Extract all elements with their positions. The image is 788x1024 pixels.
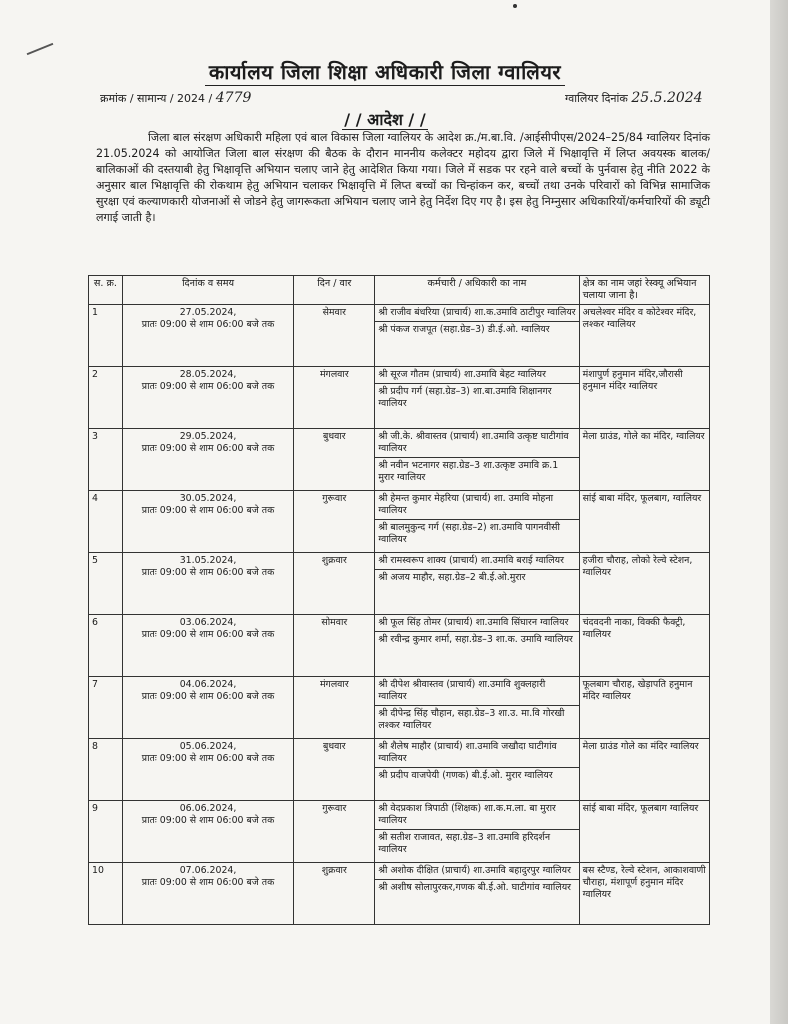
cell-date: 27.05.2024,: [179, 307, 237, 318]
cell-datetime: [122, 863, 293, 925]
table-row: [89, 801, 710, 863]
order-heading: / / आदेश / /: [344, 110, 426, 129]
cell-time: प्रातः 09:00 से शाम 06:00 बजे तक: [141, 443, 275, 454]
cell-date: 30.05.2024,: [179, 493, 237, 504]
order-date: ग्वालियर दिनांक 25.5.2024: [565, 90, 703, 106]
cell-area: अचलेश्वर मंदिर व कोटेश्वर मंदिर, लश्कर ग्वालियर: [579, 305, 709, 367]
cell-datetime: [122, 491, 293, 553]
officer-secondary: श्री पंकज राजपूत (सहा.ग्रेड–3) डी.ई.ओ. ग्वालियर: [375, 321, 578, 338]
intro-paragraph: जिला बाल संरक्षण अधिकारी महिला एवं बाल विकास जिला ग्वालियर के आदेश क्र./म.बा.वि. /आईसीपीएस/2024–25/84 ग्वालियर दिनांक 21.05.2024 को आयोजित जिला बाल संरक्षण की बैठक के दौरान माननीय कलेक्टर महोदय द्वारा जिले में भिक्षावृत्ति में लिप्त अवयस्क बालक/बालिकाओं की दस्तयाबी हेतु भिक्षावृत्ति अभियान चलाए जाने हेतु आदेशित किया गया। जिले में सडक पर रहने वाले बच्चों के पुर्नवास हेतु नीति 2022 के अनुसार बाल भिक्षावृत्ति की रोकथाम हेतु अभियान चलाकर भिक्षावृत्ति में लिप्त बच्चों का चिन्हांकन कर, बच्चों तथा उनके परिवारों को विभिन्न सामाजिक सुरक्षा एवं कल्याणकारी योजनाओं से जोडने हेतु जागरूकता अभियान चलाए जाने हेतु निर्देश दिए गए है। इस हेतु निम्नुसार अधिकारियों/कर्मचारियों की ड्यूटी लगाई जाती है।: [96, 131, 710, 224]
handwritten-date: 25.5.2024: [631, 90, 703, 106]
cell-datetime: [122, 429, 293, 491]
cell-sno: 6: [89, 615, 123, 677]
cell-time: प्रातः 09:00 से शाम 06:00 बजे तक: [141, 691, 275, 702]
cell-day: बुधवार: [294, 739, 375, 801]
cell-date: 03.06.2024,: [179, 617, 237, 628]
cell-date: 06.06.2024,: [179, 803, 237, 814]
cell-area: सांई बाबा मंदिर, फूलबाग, ग्वालियर: [579, 491, 709, 553]
cell-time: प्रातः 09:00 से शाम 06:00 बजे तक: [141, 629, 275, 640]
cell-area: बस स्टैण्ड, रेल्वे स्टेशन, आकाशवाणी चौराहा, मंशापूर्ण हनुमान मंदिर ग्वालियर: [579, 863, 709, 925]
cell-sno: 8: [89, 739, 123, 801]
cell-time: प्रातः 09:00 से शाम 06:00 बजे तक: [141, 505, 275, 516]
office-title: कार्यालय जिला शिक्षा अधिकारी जिला ग्वालियर: [0, 58, 770, 85]
cell-datetime: [122, 615, 293, 677]
cell-day: गुरूवार: [294, 801, 375, 863]
officer-primary: श्री फूल सिंह तोमर (प्राचार्य) शा.उमावि सिंघारन ग्वालियर: [378, 617, 569, 628]
officer-secondary: श्री प्रदीप वाजपेयी (गणक) बी.ई.ओ. मुरार ग्वालियर: [375, 767, 578, 784]
cell-date: 29.05.2024,: [179, 431, 237, 442]
cell-datetime: [122, 553, 293, 615]
officer-secondary: श्री नवीन भटनागर सहा.ग्रेड–3 शा.उत्कृष्ट उमावि क्र.1 मुरार ग्वालियर: [375, 457, 578, 486]
officer-primary: श्री दीपेश श्रीवास्तव (प्राचार्य) शा.उमावि शुक्लहारी ग्वालियर: [378, 679, 546, 702]
officer-primary: श्री रामस्वरूप शाक्य (प्राचार्य) शा.उमावि बराई ग्वालियर: [378, 555, 564, 566]
cell-day: सोमवार: [294, 615, 375, 677]
cell-datetime: [122, 801, 293, 863]
table-header-row: [89, 276, 710, 305]
cell-officers: [375, 429, 579, 491]
table-row: [89, 429, 710, 491]
cell-area: चंदवदनी नाका, विक्की फैक्ट्री, ग्वालियर: [579, 615, 709, 677]
header-day: दिन / वार: [294, 276, 375, 305]
cell-datetime: [122, 677, 293, 739]
cell-officers: [375, 801, 579, 863]
officer-primary: श्री जी.के. श्रीवास्तव (प्राचार्य) शा.उमावि उत्कृष्ट घाटीगांव ग्वालियर: [378, 431, 569, 454]
cell-datetime: [122, 305, 293, 367]
cell-area: हजीरा चौराह, लोको रेल्वे स्टेशन, ग्वालियर: [579, 553, 709, 615]
cell-officers: [375, 553, 579, 615]
header-sno: स. क्र.: [89, 276, 123, 305]
officer-primary: श्री शैलेष माहौर (प्राचार्य) शा.उमावि जखौदा घाटीगांव ग्वालियर: [378, 741, 557, 764]
cell-sno: 4: [89, 491, 123, 553]
cell-time: प्रातः 09:00 से शाम 06:00 बजे तक: [141, 815, 275, 826]
duty-table: [88, 275, 710, 925]
cell-officers: [375, 739, 579, 801]
cell-time: प्रातः 09:00 से शाम 06:00 बजे तक: [141, 877, 275, 888]
cell-officers: [375, 677, 579, 739]
cell-day: गुरूवार: [294, 491, 375, 553]
cell-time: प्रातः 09:00 से शाम 06:00 बजे तक: [141, 381, 275, 392]
cell-sno: 9: [89, 801, 123, 863]
cell-area: सांई बाबा मंदिर, फूलबाग ग्वालियर: [579, 801, 709, 863]
cell-date: 04.06.2024,: [179, 679, 237, 690]
cell-officers: [375, 615, 579, 677]
officer-primary: श्री राजीव बंधरिया (प्राचार्य) शा.क.उमावि ठाटीपुर ग्वालियर: [378, 307, 576, 318]
officer-secondary: श्री बालमुकुन्द गर्ग (सहा.ग्रेड–2) शा.उमावि पागनवीसी ग्वालियर: [375, 519, 578, 548]
cell-sno: 10: [89, 863, 123, 925]
officer-primary: श्री वेदप्रकाश त्रिपाठी (शिक्षक) शा.क.म.ला. बा मुरार ग्वालियर: [378, 803, 556, 826]
pen-stroke-mark: [27, 43, 54, 55]
officer-primary: श्री अशोक दीक्षित (प्राचार्य) शा.उमावि बहादुरपुर ग्वालियर: [378, 865, 571, 876]
cell-datetime: [122, 739, 293, 801]
handwritten-ref-number: 4779: [215, 90, 252, 106]
cell-area: मंशापुर्ण हनुमान मंदिर,जौरासी हनुमान मंदिर ग्वालियर: [579, 367, 709, 429]
cell-time: प्रातः 09:00 से शाम 06:00 बजे तक: [141, 753, 275, 764]
cell-sno: 3: [89, 429, 123, 491]
cell-area: फूलबाग चौराह, खेड़ापति हनुमान मंदिर ग्वालियर: [579, 677, 709, 739]
cell-time: प्रातः 09:00 से शाम 06:00 बजे तक: [141, 567, 275, 578]
officer-secondary: श्री अजय माहौर, सहा.ग्रेड–2 बी.ई.ओ.मुरार: [375, 569, 578, 586]
table-row: [89, 553, 710, 615]
cell-officers: [375, 491, 579, 553]
cell-date: 05.06.2024,: [179, 741, 237, 752]
cell-officers: [375, 863, 579, 925]
cell-officers: [375, 367, 579, 429]
cell-day: शुक्रवार: [294, 553, 375, 615]
table-row: [89, 367, 710, 429]
officer-secondary: श्री अशीष सोलापुरकर,गणक बी.ई.ओ. घाटीगांव ग्वालियर: [375, 879, 578, 896]
cell-day: मंगलवार: [294, 677, 375, 739]
officer-primary: श्री हेमन्त कुमार मेहरिया (प्राचार्य) शा. उमावि मोहना ग्वालियर: [378, 493, 554, 516]
cell-sno: 5: [89, 553, 123, 615]
cell-area: मेला ग्राउंड, गोले का मंदिर, ग्वालियर: [579, 429, 709, 491]
scan-edge: [770, 0, 788, 1024]
cell-day: बुधवार: [294, 429, 375, 491]
ink-dot: [513, 4, 517, 8]
header-datetime: दिनांक व समय: [122, 276, 293, 305]
table-row: [89, 677, 710, 739]
officer-secondary: श्री सतीश राजावत, सहा.ग्रेड–3 शा.उमावि हरिदर्शन ग्वालियर: [375, 829, 578, 858]
header-area: क्षेत्र का नाम जहां रेस्क्यू अभियान चलाया जाना है।: [579, 276, 709, 305]
cell-day: शुक्रवार: [294, 863, 375, 925]
reference-number: क्रमांक / सामान्य / 2024 / 4779: [100, 90, 252, 106]
officer-secondary: श्री प्रदीप गर्ग (सहा.ग्रेड–3) शा.बा.उमावि शिक्षानगर ग्वालियर: [375, 383, 578, 412]
officer-primary: श्री सूरज गौतम (प्राचार्य) शा.उमावि बेहट ग्वालियर: [378, 369, 546, 380]
cell-day: सेमवार: [294, 305, 375, 367]
table-row: [89, 305, 710, 367]
table-row: [89, 615, 710, 677]
table-row: [89, 491, 710, 553]
cell-sno: 1: [89, 305, 123, 367]
cell-officers: [375, 305, 579, 367]
cell-sno: 2: [89, 367, 123, 429]
table-row: [89, 739, 710, 801]
table-row: [89, 863, 710, 925]
cell-date: 28.05.2024,: [179, 369, 237, 380]
cell-date: 07.06.2024,: [179, 865, 237, 876]
cell-sno: 7: [89, 677, 123, 739]
cell-date: 31.05.2024,: [179, 555, 237, 566]
cell-datetime: [122, 367, 293, 429]
header-officers: कर्मचारी / अधिकारी का नाम: [375, 276, 579, 305]
cell-time: प्रातः 09:00 से शाम 06:00 बजे तक: [141, 319, 275, 330]
cell-area: मेला ग्राउंड गोले का मंदिर ग्वालियर: [579, 739, 709, 801]
officer-secondary: श्री दीपेन्द्र सिंह चौहान, सहा.ग्रेड–3 शा.उ. मा.वि गोरखी लश्कर ग्वालियर: [375, 705, 578, 734]
officer-secondary: श्री रवीन्द्र कुमार शर्मा, सहा.ग्रेड–3 शा.क. उमावि ग्वालियर: [375, 631, 578, 648]
cell-day: मंगलवार: [294, 367, 375, 429]
